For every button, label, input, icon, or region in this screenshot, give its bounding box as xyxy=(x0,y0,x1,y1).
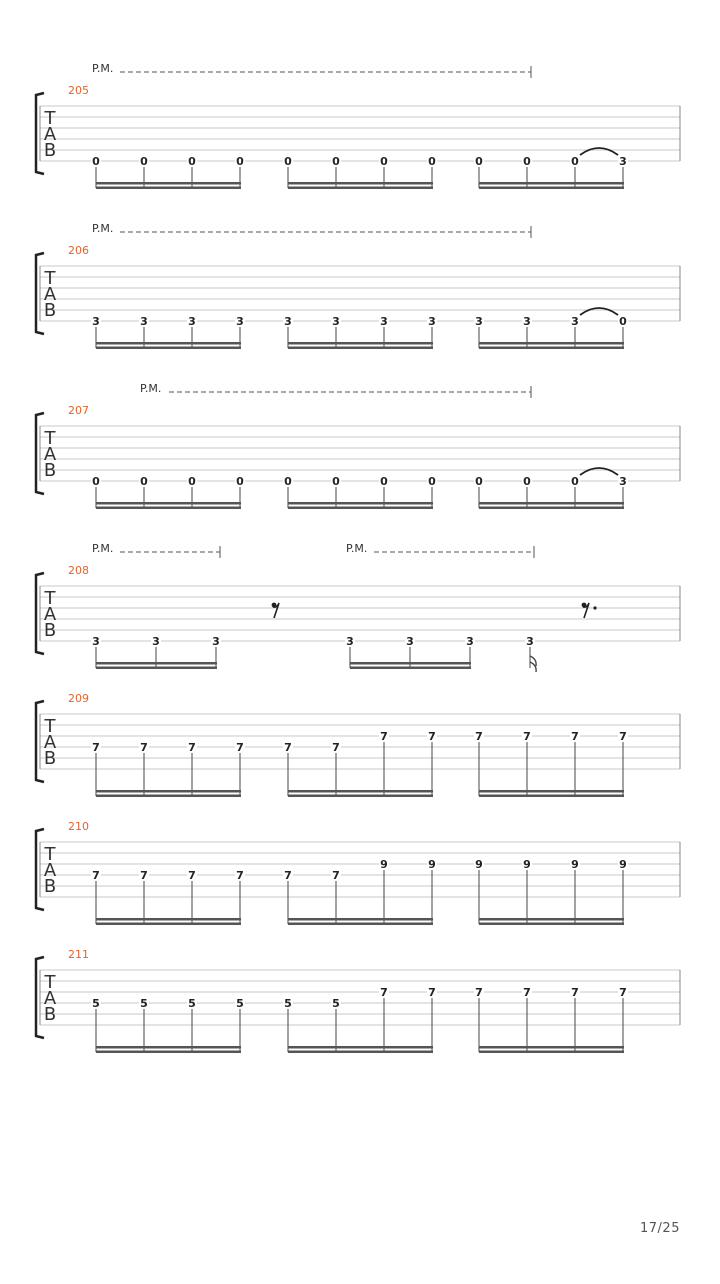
beam-primary xyxy=(350,662,471,665)
tab-clef-letter: T xyxy=(44,428,56,449)
tab-clef-letter: B xyxy=(43,1004,57,1025)
measure-number: 207 xyxy=(68,404,89,417)
measure-number: 209 xyxy=(68,692,89,705)
beam-primary xyxy=(479,1046,624,1049)
beam-primary xyxy=(96,182,241,185)
fret-number: 9 xyxy=(380,858,388,871)
fret-number: 0 xyxy=(428,155,436,168)
tab-clef-letter: A xyxy=(43,444,57,465)
tab-clef-letter: B xyxy=(43,460,57,481)
note-flag xyxy=(530,662,536,672)
beam-secondary xyxy=(288,347,433,350)
fret-number: 3 xyxy=(284,315,292,328)
fret-number: 3 xyxy=(619,475,627,488)
tab-clef-letter: A xyxy=(43,988,57,1009)
fret-number: 3 xyxy=(188,315,196,328)
fret-number: 7 xyxy=(284,869,292,882)
fret-number: 0 xyxy=(140,475,148,488)
beam-secondary xyxy=(479,187,624,190)
tab-clef-letter: T xyxy=(44,844,56,865)
fret-number: 7 xyxy=(188,869,196,882)
fret-number: 9 xyxy=(619,858,627,871)
fret-number: 0 xyxy=(380,475,388,488)
fret-number: 0 xyxy=(571,475,579,488)
beam-secondary xyxy=(288,507,433,510)
fret-number: 3 xyxy=(526,635,534,648)
tab-clef-letter: A xyxy=(43,732,57,753)
fret-number: 7 xyxy=(428,986,436,999)
fret-number: 7 xyxy=(571,986,579,999)
tie-arc xyxy=(580,468,618,475)
tab-clef-letter: A xyxy=(43,284,57,305)
fret-number: 7 xyxy=(92,741,100,754)
fret-number: 3 xyxy=(332,315,340,328)
beam-primary xyxy=(479,182,624,185)
fret-number: 5 xyxy=(140,997,148,1010)
palm-mute-label: P.M. xyxy=(346,542,368,555)
tab-clef-letter: T xyxy=(44,268,56,289)
beam-primary xyxy=(288,502,433,505)
beam-secondary xyxy=(479,347,624,350)
palm-mute-label: P.M. xyxy=(92,542,114,555)
measure-number: 211 xyxy=(68,948,89,961)
fret-number: 5 xyxy=(188,997,196,1010)
fret-number: 3 xyxy=(92,315,100,328)
fret-number: 7 xyxy=(475,986,483,999)
tab-clef-letter: A xyxy=(43,604,57,625)
measure-number: 205 xyxy=(68,84,89,97)
beam-primary xyxy=(288,790,433,793)
fret-number: 3 xyxy=(475,315,483,328)
fret-number: 7 xyxy=(523,986,531,999)
palm-mute-label: P.M. xyxy=(92,62,114,75)
fret-number: 5 xyxy=(92,997,100,1010)
fret-number: 3 xyxy=(406,635,414,648)
rest-augmentation-dot xyxy=(593,606,596,609)
fret-number: 0 xyxy=(92,475,100,488)
beam-secondary xyxy=(479,1051,624,1054)
beam-primary xyxy=(96,790,241,793)
fret-number: 0 xyxy=(571,155,579,168)
fret-number: 3 xyxy=(619,155,627,168)
tab-clef-letter: T xyxy=(44,972,56,993)
fret-number: 3 xyxy=(380,315,388,328)
tab-clef-letter: A xyxy=(43,860,57,881)
fret-number: 0 xyxy=(284,475,292,488)
fret-number: 7 xyxy=(140,741,148,754)
beam-primary xyxy=(288,1046,433,1049)
beam-secondary xyxy=(479,507,624,510)
beam-primary xyxy=(288,342,433,345)
fret-number: 7 xyxy=(236,741,244,754)
beam-primary xyxy=(96,662,217,665)
beam-secondary xyxy=(96,1051,241,1054)
beam-primary xyxy=(479,790,624,793)
fret-number: 7 xyxy=(284,741,292,754)
fret-number: 3 xyxy=(212,635,220,648)
fret-number: 0 xyxy=(188,155,196,168)
fret-number: 0 xyxy=(619,315,627,328)
fret-number: 7 xyxy=(332,869,340,882)
palm-mute-label: P.M. xyxy=(140,382,162,395)
fret-number: 0 xyxy=(332,475,340,488)
fret-number: 7 xyxy=(188,741,196,754)
palm-mute-label: P.M. xyxy=(92,222,114,235)
fret-number: 5 xyxy=(332,997,340,1010)
beam-secondary xyxy=(96,795,241,798)
fret-number: 0 xyxy=(236,475,244,488)
tab-clef-letter: B xyxy=(43,620,57,641)
fret-number: 0 xyxy=(188,475,196,488)
beam-primary xyxy=(96,918,241,921)
beam-primary xyxy=(479,342,624,345)
fret-number: 0 xyxy=(92,155,100,168)
fret-number: 3 xyxy=(140,315,148,328)
page-indicator: 17/25 xyxy=(640,1221,680,1236)
fret-number: 0 xyxy=(428,475,436,488)
beam-primary xyxy=(96,342,241,345)
fret-number: 0 xyxy=(523,475,531,488)
fret-number: 7 xyxy=(236,869,244,882)
beam-secondary xyxy=(96,507,241,510)
tab-clef-letter: B xyxy=(43,300,57,321)
beam-secondary xyxy=(288,187,433,190)
fret-number: 7 xyxy=(428,730,436,743)
fret-number: 3 xyxy=(571,315,579,328)
fret-number: 3 xyxy=(428,315,436,328)
fret-number: 3 xyxy=(466,635,474,648)
fret-number: 7 xyxy=(332,741,340,754)
beam-secondary xyxy=(96,187,241,190)
fret-number: 7 xyxy=(619,730,627,743)
beam-secondary xyxy=(479,923,624,926)
measure-number: 208 xyxy=(68,564,89,577)
beam-secondary xyxy=(288,795,433,798)
beam-secondary xyxy=(96,667,217,670)
tab-clef-letter: B xyxy=(43,748,57,769)
fret-number: 5 xyxy=(236,997,244,1010)
tab-clef-letter: B xyxy=(43,876,57,897)
fret-number: 3 xyxy=(92,635,100,648)
fret-number: 0 xyxy=(475,475,483,488)
beam-secondary xyxy=(96,923,241,926)
tab-clef-letter: T xyxy=(44,716,56,737)
fret-number: 7 xyxy=(380,986,388,999)
beam-secondary xyxy=(479,795,624,798)
fret-number: 3 xyxy=(346,635,354,648)
fret-number: 0 xyxy=(523,155,531,168)
fret-number: 0 xyxy=(236,155,244,168)
fret-number: 7 xyxy=(475,730,483,743)
fret-number: 9 xyxy=(475,858,483,871)
beam-primary xyxy=(96,1046,241,1049)
fret-number: 0 xyxy=(332,155,340,168)
beam-primary xyxy=(288,182,433,185)
fret-number: 7 xyxy=(380,730,388,743)
fret-number: 9 xyxy=(428,858,436,871)
tab-clef-letter: T xyxy=(44,588,56,609)
tab-clef-letter: B xyxy=(43,140,57,161)
tie-arc xyxy=(580,308,618,315)
fret-number: 5 xyxy=(284,997,292,1010)
measure-number: 210 xyxy=(68,820,89,833)
fret-number: 7 xyxy=(92,869,100,882)
fret-number: 0 xyxy=(380,155,388,168)
measure-number: 206 xyxy=(68,244,89,257)
fret-number: 7 xyxy=(140,869,148,882)
fret-number: 0 xyxy=(284,155,292,168)
beam-primary xyxy=(96,502,241,505)
beam-secondary xyxy=(288,1051,433,1054)
fret-number: 3 xyxy=(236,315,244,328)
tab-clef-letter: T xyxy=(44,108,56,129)
beam-secondary xyxy=(288,923,433,926)
tie-arc xyxy=(580,148,618,155)
fret-number: 3 xyxy=(523,315,531,328)
fret-number: 0 xyxy=(475,155,483,168)
fret-number: 7 xyxy=(571,730,579,743)
fret-number: 0 xyxy=(140,155,148,168)
fret-number: 7 xyxy=(523,730,531,743)
beam-primary xyxy=(479,918,624,921)
fret-number: 7 xyxy=(619,986,627,999)
fret-number: 9 xyxy=(571,858,579,871)
beam-secondary xyxy=(350,667,471,670)
tab-clef-letter: A xyxy=(43,124,57,145)
fret-number: 3 xyxy=(152,635,160,648)
beam-primary xyxy=(288,918,433,921)
beam-secondary xyxy=(96,347,241,350)
fret-number: 9 xyxy=(523,858,531,871)
beam-primary xyxy=(479,502,624,505)
